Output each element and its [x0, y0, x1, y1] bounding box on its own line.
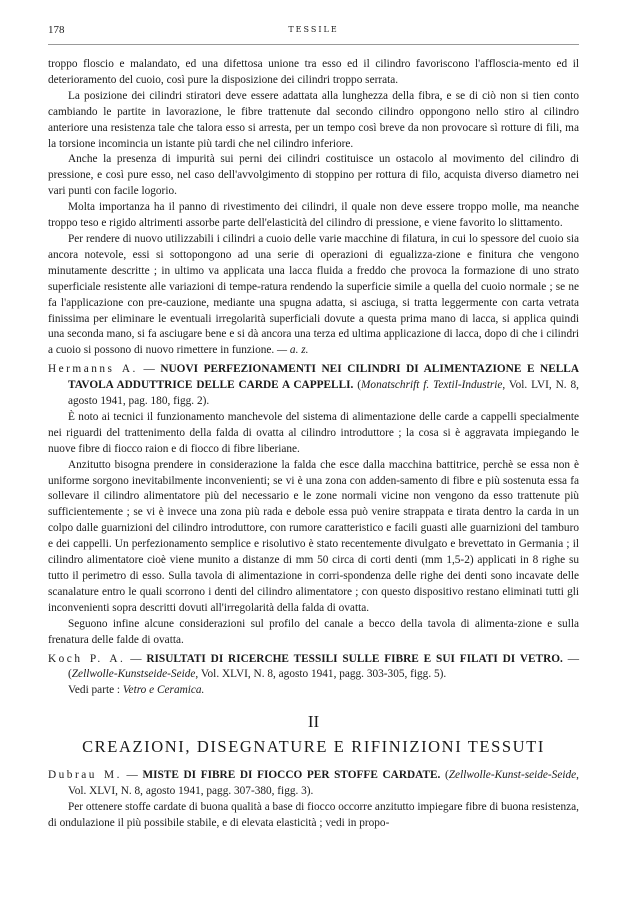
paragraph: Per ottenere stoffe cardate di buona qualità a base di fiocco occorre anzitutto impiegare fibre di buona resistenza, di ondulazione il più possibile stabile, e di elevata elasticità ; vedi in propo-: [48, 801, 579, 829]
entry-journal: Zellwolle-Kunst-seide-Seide: [448, 769, 577, 782]
article-body: [48, 57, 579, 832]
running-head: TESSILE: [288, 25, 339, 34]
section-heading: [48, 711, 579, 759]
entry-journal: Zellwolle-Kunstseide-Seide: [71, 668, 196, 681]
paragraph: Anche la presenza di impurità sui perni dei cilindri costituisce un ostacolo al movimento del cilindro di pressione, e così pure esso, nel caso dell'avvolgimento di stoppino per rottura di filo, acquista diverso diametro nei vari punti con facile logorio.: [48, 153, 579, 198]
entry-details: , Vol. XLVI, N. 8, agosto 1941, pagg. 303-305, figg. 5).: [195, 668, 447, 681]
entry-dash: —: [121, 769, 143, 782]
paragraph: È noto ai tecnici il funzionamento manchevole del sistema di alimentazione delle carde a cappelli specialmente nei riguardi del trattenimento della falda di ovatta al cilindro introduttore ; la cosa si è aggravata impiegando le nuove fibre di fiocco raion e di fiocco di fibre liberiane.: [48, 410, 579, 455]
see-also: [48, 683, 579, 699]
page-header: [48, 24, 579, 40]
paragraph: troppo floscio e malandato, ed una difettosa unione tra esso ed il cilindro favoriscono l'affloscia-mento ed il deterioramento del cuoio, così pure la disposizione dei cilindri troppo serrata.: [48, 58, 579, 86]
entry-title: MISTE DI FIBRE DI FIOCCO PER STOFFE CARDATE.: [142, 769, 441, 782]
see-also-ref: Vetro e Ceramica.: [122, 684, 205, 697]
page-number: 178: [48, 24, 65, 36]
author-signature: — a. z.: [277, 344, 309, 357]
bibliographic-entry: Hermanns A. — NUOVI PERFEZIONAMENTI NEI CILINDRI DI ALIMENTAZIONE E NELLA TAVOLA ADDUTTRICE DELLE CARDE A CAPPELLI. (Monatschrift f. Textil-Industrie, Vol. LVI, N. 8, agosto 1941, pag. 180, figg. 2).: [48, 363, 579, 408]
entry-dash: —: [125, 652, 147, 665]
paragraph: Anzitutto bisogna prendere in considerazione la falda che esce dalla macchina battitrice, perchè se essa non è uniforme sorgono inevitabilmente inconvenienti; se vi è una zona con adden-samento di fibre e più sostenuta essa fa sollevare il cilindro alimentatore più del necessario e le zone normali vicine non vengono da esso trattenute più sufficientemente ; se vi è invece una zona più rada e debole essa può venire strappata e tirata dentro la carda in un colpo dalle guarnizioni del cilindro introduttore, con rumore caratteristico e facili guasti alle guarnizioni del tamburo e dei cappelli. Un perfezionamento semplice e risolutivo è stato recentemente divulgato e brevettato in Germania ; il cilindro alimentatore cioè viene munito a distanze di mm 50 circa di corti denti (mm 1,5-2) applicati in 8 righe su tutto il perimetro di esso. Sulla tavola di alimentazione in corri-spondenza delle righe dei denti sono incavate delle scanalature entro le quali scorrono i denti del cilindro alimentatore ; con questo dispositivo restano eliminati tutti gli inconvenienti sopra descritti dovuti all'irregolarità della falda di ovatta.: [48, 458, 579, 614]
entry-title: RISULTATI DI RICERCHE TESSILI SULLE FIBRE E SUI FILATI DI VETRO.: [146, 652, 563, 665]
bibliographic-entry: Dubrau M. — MISTE DI FIBRE DI FIOCCO PER STOFFE CARDATE. (Zellwolle-Kunst-seide-Seide, Vol. XLVI, N. 8, agosto 1941, pagg. 307-380, figg. 3).: [48, 769, 579, 798]
entry-details: , Vol. XLVI, N. 8, agosto 1941, pagg. 307-380, figg. 3).: [68, 769, 579, 798]
paragraph: Molta importanza ha il panno di rivestimento dei cilindri, il quale non deve essere troppo molle, ma neanche troppo teso e rigido altrimenti assorbe parte dell'elasticità del cilindro di pressione, e viene favorito lo slittamento.: [48, 201, 579, 230]
entry-journal: Monatschrift f. Textil-Industrie: [361, 379, 503, 392]
paragraph: La posizione dei cilindri stiratori deve essere adattata alla lunghezza della fibra, e se di ciò non si tien conto cambiando le partite in lavorazione, le fibre trattenute dal secondo cilindro oppongono nello stiro al cilindro anteriore una resistenza tale che talora esso si arresta, per un tempo così breve da non provocare sì rotture di fili, ma la torsione incomincia un istante più tardi che nel cilindro inferiore.: [48, 89, 579, 150]
entry-title: NUOVI PERFEZIONAMENTI NEI CILINDRI DI ALIMENTAZIONE E NELLA TAVOLA ADDUTTRICE DELLE CARDE A CAPPELLI.: [68, 363, 579, 392]
paragraph: Seguono infine alcune considerazioni sul profilo del canale a becco della tavola di alimenta-zione e sulla frenatura delle falde di ovatta.: [48, 617, 579, 646]
entry-author: Koch P. A.: [48, 652, 126, 665]
entry-details: , Vol. LVI, N. 8, agosto 1941, pag. 180, figg. 2).: [68, 379, 579, 408]
see-also-label: Vedi parte :: [68, 684, 121, 697]
paragraph-text: Per rendere di nuovo utilizzabili i cilindri a cuoio delle varie macchine di filatura, in cui lo spessore del cuoio sia ancora notevole, essi si sottopongono ad una serie di operazioni di egualizza-zione e finitura che vengono minutamente descritte ; in ultimo va applicata una lacca fluida a freddo che provoca la formazione di uno strato superficiale resistente alle variazioni di tempe-ratura rendendo la superficie simile a quella del cuoio normale ; se ne fa l'applicazione con pre-cauzione, mediante una spugna adatta, si asciuga, si tratta leggermente con carta vetrata finissima per eliminare le eventuali irregolarità superficiali dovute a questa prima mano di lacca, si applica quindi una seconda mano, si fa asciugare bene e si dà ancora una terza ed ultima applicazione di lacca, dopo di che i cilindri a cuoio si possono di nuovo rimettere in funzione.: [48, 232, 579, 357]
header-rule: [48, 44, 579, 45]
paragraph: [48, 232, 579, 359]
entry-author: Hermanns A.: [48, 363, 138, 376]
entry-author: Dubrau M.: [48, 769, 122, 782]
bibliographic-entry: Koch P. A. — RISULTATI DI RICERCHE TESSILI SULLE FIBRE E SUI FILATI DI VETRO. — (Zellwolle-Kunstseide-Seide, Vol. XLVI, N. 8, agosto 1941, pagg. 303-305, figg. 5).: [48, 652, 579, 681]
section-number: II: [307, 712, 320, 732]
entry-dash: —: [137, 363, 161, 376]
section-title: CREAZIONI, DISEGNATURE E RIFINIZIONI TESSUTI: [82, 737, 545, 757]
